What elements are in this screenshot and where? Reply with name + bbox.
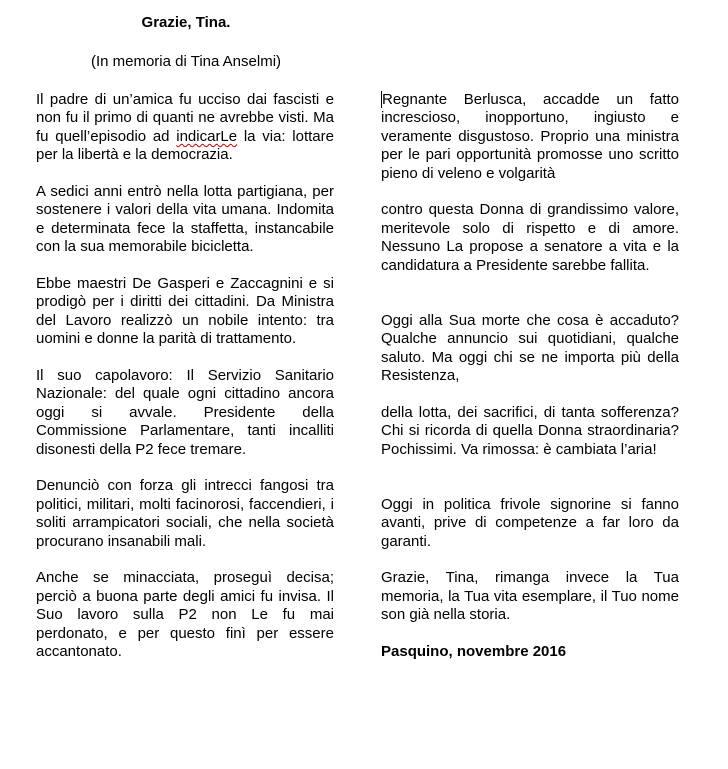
stanza: della lotta, dei sacrifici, di tanta sofferenza? Chi si ricorda di quella Donna straordinaria? Pochissimi. Va rimossa: è cambiata l’aria! bbox=[381, 403, 679, 458]
stanza: A sedici anni entrò nella lotta partigiana, per sostenere i valori della vita umana. Indomita e determinata fece la staffetta, instancabile con la sua memorabile bicicletta. bbox=[36, 183, 334, 256]
stanza: Ebbe maestri De Gasperi e Zaccagnini e si prodigò per i diritti dei cittadini. Da Ministra del Lavoro realizzò un nobile intento: tra uomini e donne la parità di trattamento. bbox=[36, 275, 334, 348]
stanza: Il padre di un’amica fu ucciso dai fascisti e non fu il primo di quanti ne avrebbe visti. Ma fu quell’episodio ad indicarLe la via: lottare per la libertà e la democrazia. bbox=[36, 91, 334, 164]
stanza[interactable]: Regnante Berlusca, accadde un fatto increscioso, inopportuno, ingiusto e veramente disgustoso. Proprio una ministra per le pari opportunità promosse uno scritto pieno di veleno e volgarità bbox=[381, 91, 679, 182]
right-column bbox=[381, 91, 679, 680]
spellcheck-flagged-word[interactable]: indicarLe bbox=[176, 127, 238, 145]
stanza: Denunciò con forza gli intrecci fangosi tra politici, militari, molti facinorosi, faccendieri, i soliti arrampicatori sociali, che nella società procurano insanabili mali. bbox=[36, 477, 334, 550]
stanza: Oggi in politica frivole signorine si fanno avanti, prive di competenze a far loro da garanti. bbox=[381, 495, 679, 550]
poem-subtitle: (In memoria di Tina Anselmi) bbox=[90, 53, 282, 70]
stanza: Il suo capolavoro: Il Servizio Sanitario Nazionale: del quale ogni cittadino ancora oggi si avvale. Presidente della Commissione Parlamentare, tanti incalliti disonesti della P2 fece tremare. bbox=[36, 367, 334, 458]
left-column bbox=[36, 91, 334, 680]
stanza: contro questa Donna di grandissimo valore, meritevole solo di rispetto e di amore. Nessuno La propose a senatore a vita e la candidatura a Presidente sarebbe fallita. bbox=[381, 201, 679, 274]
stanza: Oggi alla Sua morte che cosa è accaduto? Qualche annuncio sui quotidiani, qualche saluto. Ma oggi chi se ne importa più della Resistenza, bbox=[381, 311, 679, 385]
stanza: Grazie, Tina, rimanga invece la Tua memoria, la Tua vita esemplare, il Tuo nome son già nella storia. bbox=[381, 569, 679, 624]
poem-title: Grazie, Tina. bbox=[141, 14, 231, 31]
signature: Pasquino, novembre 2016 bbox=[381, 643, 567, 661]
stanza: Anche se minacciata, proseguì decisa; perciò a buona parte degli amici fu invisa. Il Suo lavoro sulla P2 non Le fu mai perdonato, e per questo finì per essere accantonato. bbox=[36, 569, 334, 661]
